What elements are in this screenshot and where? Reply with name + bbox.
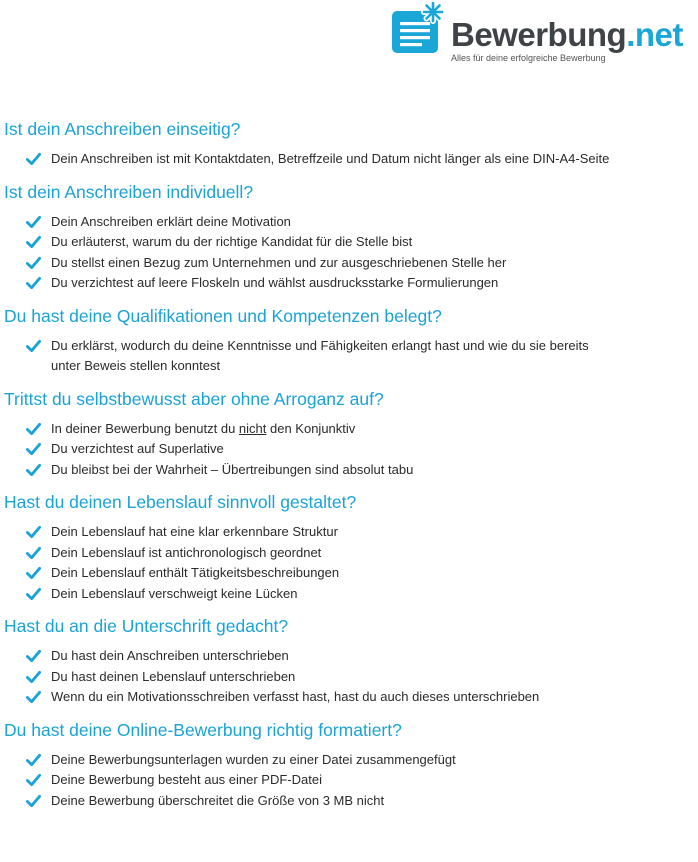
checklist-section [4, 717, 694, 812]
checklist-items [4, 212, 694, 294]
checklist-item [4, 253, 611, 274]
checklist-section [4, 489, 694, 604]
checkmark-icon [26, 546, 41, 560]
item-text: Wenn du ein Motivationsschreiben verfasst hast, hast du auch dieses unterschrieben [51, 689, 540, 704]
checkmark-icon [26, 442, 41, 456]
item-text: Dein Anschreiben erklärt deine Motivation [51, 213, 291, 229]
section-heading: Hast du deinen Lebenslauf sinnvoll gestaltet? [4, 492, 357, 512]
item-text: Du erläuterst, warum du der richtige Kandidat für die Stelle bist [51, 234, 413, 249]
checklist-item [4, 563, 611, 584]
checklist-item [4, 791, 611, 812]
checkmark-icon [26, 753, 41, 767]
section-heading: Ist dein Anschreiben einseitig? [4, 119, 241, 139]
logo[interactable] [391, 2, 696, 64]
checklist-items [4, 336, 694, 377]
checkmark-icon [26, 587, 41, 601]
item-text: Du verzichtest auf leere Floskeln und wählst ausdrucksstarke Formulierungen [51, 275, 499, 290]
item-text-underlined: nicht [238, 420, 267, 436]
item-text: In deiner Bewerbung benutzt du [51, 420, 239, 436]
checklist-item [4, 750, 611, 771]
checklist-item [4, 212, 611, 233]
checklist-item [4, 232, 611, 253]
checklist-item [4, 646, 611, 667]
checkmark-icon [26, 152, 41, 166]
section-heading: Du hast deine Qualifikationen und Kompetenzen belegt? [4, 305, 442, 326]
checklist-item [4, 336, 611, 377]
checklist-items [4, 750, 694, 812]
checklist-item [4, 460, 611, 481]
checklist-section [4, 303, 694, 377]
item-text: Du erklärst, wodurch du deine Kenntnisse und Fähigkeiten erlangt hast und wie du sie bereits unter Beweis stellen konntest [51, 337, 589, 373]
checklist-item [4, 522, 611, 543]
item-text: Dein Anschreiben ist mit Kontaktdaten, Betreffzeile und Datum nicht länger als eine DIN-A4-Seite [51, 151, 610, 166]
item-text: Du hast dein Anschreiben unterschrieben [51, 648, 289, 663]
checklist-item [4, 149, 611, 170]
logo-tagline: Alles für deine erfolgreiche Bewerbung [451, 53, 606, 63]
section-heading: Trittst du selbstbewusst aber ohne Arroganz auf? [4, 388, 384, 409]
checklist [4, 116, 694, 820]
checklist-item [4, 439, 611, 460]
item-text: den Konjunktiv [266, 420, 356, 436]
checkmark-icon [26, 215, 41, 229]
logo-name: Bewerbung [451, 16, 627, 53]
checklist-item [4, 687, 611, 708]
checkmark-icon [26, 422, 41, 436]
checklist-items [4, 419, 694, 481]
logo-tld: .net [626, 16, 683, 53]
item-text: Du hast deinen Lebenslauf unterschrieben [51, 668, 296, 684]
section-heading: Du hast deine Online-Bewerbung richtig formatiert? [4, 719, 402, 740]
checklist-item [4, 543, 611, 564]
checkmark-icon [26, 773, 41, 787]
section-heading: Hast du an die Unterschrift gedacht? [4, 616, 289, 636]
item-text: Dein Lebenslauf hat eine klar erkennbare Struktur [51, 524, 338, 539]
checklist-section [4, 116, 694, 170]
checkmark-icon [26, 649, 41, 663]
checklist-section [4, 613, 694, 708]
item-text: Du verzichtest auf Superlative [51, 441, 224, 456]
checkmark-icon [26, 235, 41, 249]
item-text: Du stellst einen Bezug zum Unternehmen und zur ausgeschriebenen Stelle her [51, 254, 507, 270]
checklist-items [4, 149, 694, 170]
document-star-icon [391, 2, 447, 58]
checklist-item [4, 770, 611, 791]
checklist-items [4, 646, 694, 708]
checkmark-icon [26, 276, 41, 290]
item-text: Deine Bewerbung überschreitet die Größe von 3 MB nicht [51, 792, 385, 808]
checkmark-icon [26, 339, 41, 353]
checklist-items [4, 522, 694, 604]
checkmark-icon [26, 794, 41, 808]
checklist-section [4, 179, 694, 294]
logo-wordmark [451, 17, 683, 53]
checklist-item [4, 273, 611, 294]
checklist-item [4, 667, 611, 688]
checklist-item [4, 584, 611, 605]
section-heading: Ist dein Anschreiben individuell? [4, 181, 254, 202]
checklist-item [4, 419, 611, 440]
checkmark-icon [26, 670, 41, 684]
item-text: Deine Bewerbung besteht aus einer PDF-Datei [51, 772, 322, 787]
item-text: Dein Lebenslauf enthält Tätigkeitsbeschreibungen [51, 565, 340, 580]
checkmark-icon [26, 566, 41, 580]
item-text: Dein Lebenslauf ist antichronologisch geordnet [51, 544, 322, 560]
checkmark-icon [26, 690, 41, 704]
item-text: Deine Bewerbungsunterlagen wurden zu einer Datei zusammengefügt [51, 751, 456, 767]
checkmark-icon [26, 525, 41, 539]
checkmark-icon [26, 256, 41, 270]
checklist-section [4, 386, 694, 481]
checkmark-icon [26, 463, 41, 477]
item-text: Dein Lebenslauf verschweigt keine Lücken [51, 585, 298, 601]
item-text: Du bleibst bei der Wahrheit – Übertreibungen sind absolut tabu [51, 461, 414, 477]
